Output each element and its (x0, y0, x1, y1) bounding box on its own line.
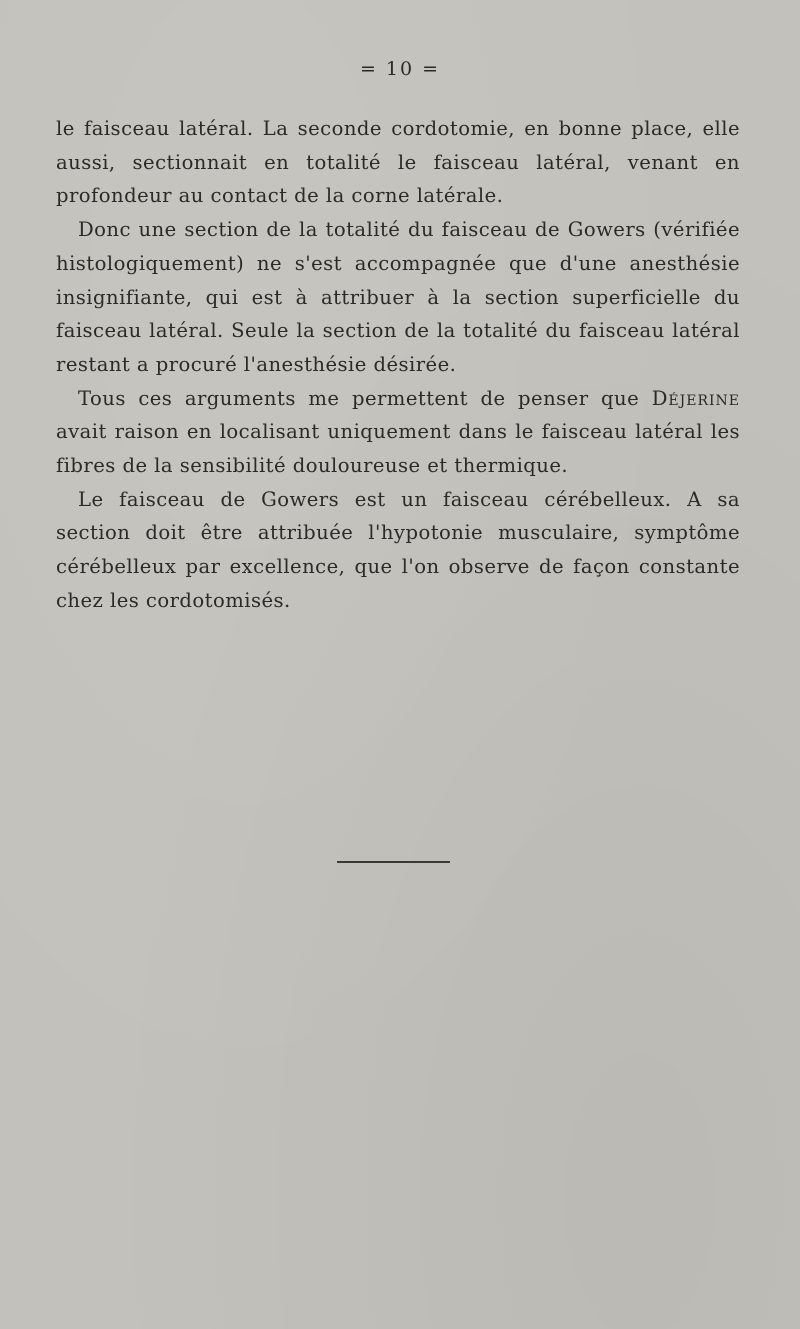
paragraph-3 (56, 382, 740, 483)
body-text (56, 112, 740, 618)
paragraph-3-end: avait raison en localisant uniquement dans le faisceau latéral les fibres de la sensibilité douloureuse et thermique. (56, 420, 740, 478)
end-rule-divider (337, 861, 450, 863)
paragraph-1: le faisceau latéral. La seconde cordotomie, en bonne place, elle aussi, sectionnait en totalité le faisceau latéral, venant en profondeur au contact de la corne latérale. (56, 117, 740, 208)
paragraph-2: Donc une section de la totalité du faisceau de Gowers (vérifiée histologiquement) ne s'est accompagnée que d'une anesthésie insignifiante, qui est à attribuer à la section superficielle du faisceau latéral. Seule la section de la totalité du faisceau latéral restant a procuré l'anesthésie désirée. (56, 218, 740, 376)
author-name-dejerine: Déjerine (651, 386, 740, 410)
page-number: = 10 = (359, 58, 441, 80)
paragraph-4: Le faisceau de Gowers est un faisceau cérébelleux. A sa section doit être attribuée l'hypotonie musculaire, symptôme cérébelleux par excellence, que l'on observe de façon constante chez les cordotomisés. (56, 487, 740, 612)
paragraph-3-start: Tous ces arguments me permettent de penser que (78, 386, 652, 410)
